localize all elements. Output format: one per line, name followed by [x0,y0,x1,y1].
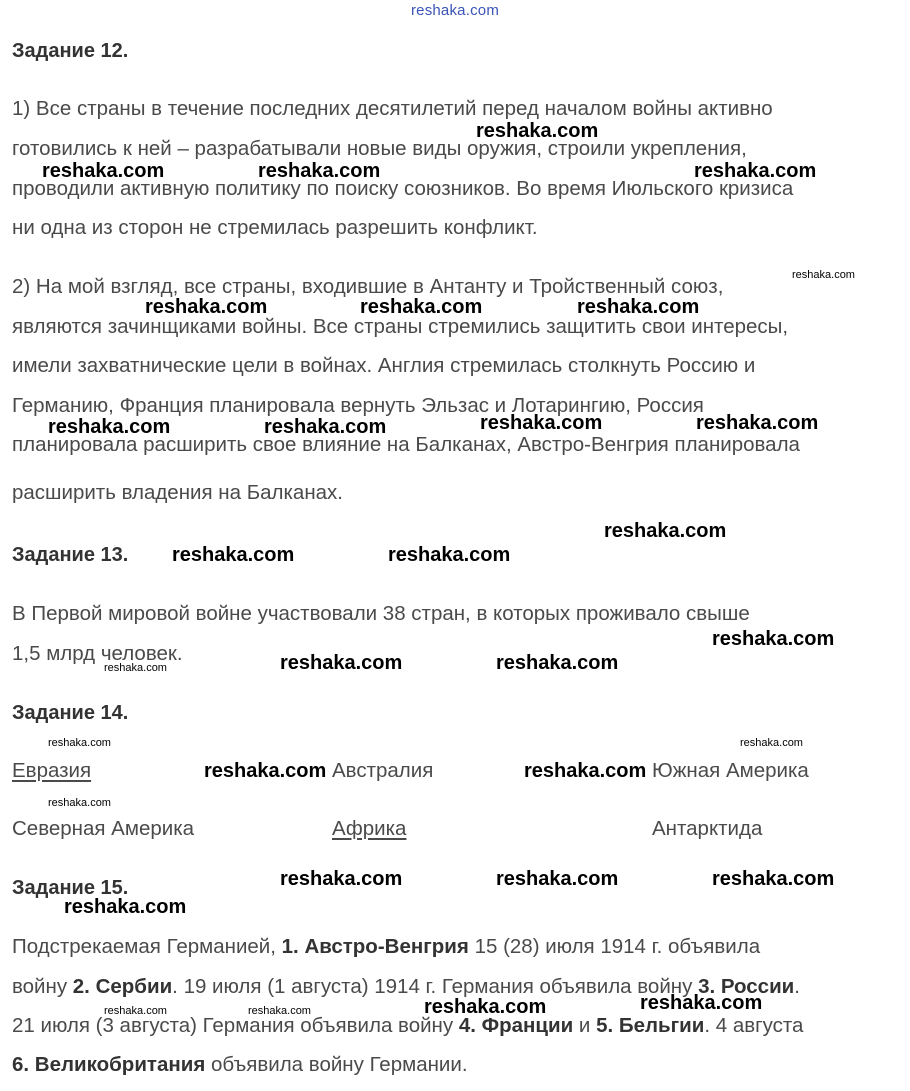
task-12-line: 1) Все страны в течение последних десятилетий перед началом войны активно [12,97,773,120]
watermark-small: reshaka.com [48,797,111,809]
watermark: reshaka.com [145,296,268,318]
text-fragment: . [794,975,800,998]
task-12-line: являются зачинщиками войны. Все страны стремились защитить свои интересы, [12,315,789,338]
text-fragment: 21 июля (3 августа) Германия объявила войну [12,1014,459,1037]
continent-eurasia: Евразия [12,759,92,782]
text-fragment: . 19 июля (1 августа) 1914 г. Германия объявила войну [172,975,699,998]
task-12-line: готовились к ней – разрабатывали новые виды оружия, строили укрепления, [12,137,747,160]
watermark: reshaka.com [264,416,387,438]
watermark: reshaka.com [42,160,165,182]
task-12-line: ни одна из сторон не стремилась разрешить конфликт. [12,216,538,239]
watermark-small: reshaka.com [48,737,111,749]
continent-australia: Австралия [332,759,434,782]
watermark: reshaka.com [712,628,835,650]
watermark: reshaka.com [280,652,403,674]
text-fragment: . 4 августа [704,1014,804,1037]
watermark: reshaka.com [360,296,483,318]
watermark-small: reshaka.com [248,1005,311,1017]
watermark-small: reshaka.com [104,1005,167,1017]
watermark: reshaka.com [640,992,763,1014]
watermark: reshaka.com [496,868,619,890]
task-15-line [12,1053,468,1077]
text-fragment: и [573,1014,597,1037]
watermark: reshaka.com [524,760,647,782]
task-12-line: расширить владения на Балканах. [12,481,344,504]
text-fragment: Подстрекаемая Германией, [12,935,282,958]
watermark: reshaka.com [280,868,403,890]
answer-serbia: 2. Сербии [72,975,173,998]
continent-antarctica: Антарктида [652,817,763,840]
watermark: reshaka.com [388,544,511,566]
task-14-heading: Задание 14. [12,702,129,724]
task-12-line: Германию, Франция планировала вернуть Эльзас и Лотарингию, Россия [12,394,704,417]
task-15-heading: Задание 15. [12,877,129,899]
watermark: reshaka.com [258,160,381,182]
watermark: reshaka.com [424,996,547,1018]
text-fragment: объявила войну Германии. [205,1053,468,1076]
watermark: reshaka.com [496,652,619,674]
answer-great-britain: 6. Великобритания [12,1053,206,1076]
task-12-line: имели захватнические цели в войнах. Англия стремилась столкнуть Россию и [12,354,756,377]
answer-austria-hungary: 1. Австро-Венгрия [281,935,469,958]
watermark: reshaka.com [694,160,817,182]
task-12-heading: Задание 12. [12,40,129,62]
task-13-heading: Задание 13. [12,544,129,566]
task-12-line: 2) На мой взгляд, все страны, входившие в Антанту и Тройственный союз, [12,275,724,298]
watermark: reshaka.com [172,544,295,566]
answer-france: 4. Франции [458,1014,574,1037]
watermark-small: reshaka.com [104,662,167,674]
watermark-small: reshaka.com [792,269,855,281]
continent-africa: Африка [332,817,407,840]
watermark: reshaka.com [696,412,819,434]
task-12-line: планировала расширить свое влияние на Балканах, Австро-Венгрия планировала [12,433,800,456]
watermark: reshaka.com [480,412,603,434]
site-header-watermark[interactable]: reshaka.com [410,2,500,19]
watermark: reshaka.com [64,896,187,918]
task-12-line: проводили активную политику по поиску союзников. Во время Июльского кризиса [12,177,794,200]
text-fragment: 15 (28) июля 1914 г. объявила [468,935,761,958]
task-13-line: 1,5 млрд человек. [12,642,183,665]
continent-south-america: Южная Америка [652,759,809,782]
task-15-line [12,935,760,959]
watermark: reshaka.com [476,120,599,142]
watermark: reshaka.com [48,416,171,438]
watermark: reshaka.com [712,868,835,890]
text-fragment: войну [12,975,73,998]
task-13-line: В Первой мировой войне участвовали 38 стран, в которых проживало свыше [12,602,750,625]
watermark: reshaka.com [604,520,727,542]
watermark: reshaka.com [577,296,700,318]
task-15-line [12,1014,803,1038]
answer-belgium: 5. Бельгии [596,1014,705,1037]
watermark: reshaka.com [204,760,327,782]
answer-russia: 3. России [698,975,795,998]
continent-north-america: Северная Америка [12,817,195,840]
watermark-small: reshaka.com [740,737,803,749]
